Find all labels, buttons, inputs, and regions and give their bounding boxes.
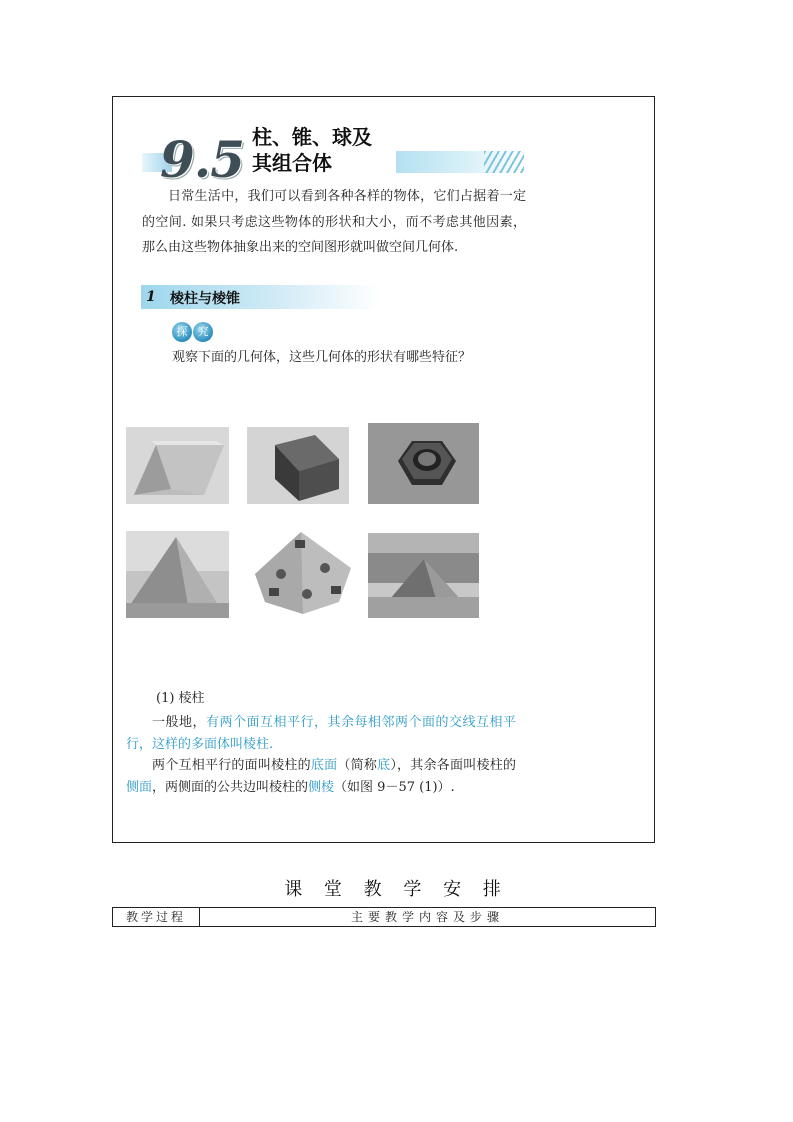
terms-text-2: （简称: [337, 758, 378, 773]
prism-heading: (1) 棱柱: [156, 691, 205, 706]
subsection-title: 棱柱与棱锥: [170, 291, 240, 307]
teaching-table-header: [112, 907, 656, 927]
prism-terms-paragraph: [126, 755, 516, 799]
terms-text-3: ），其余各面叫棱柱的: [390, 758, 516, 773]
section-title-line1: 柱、锥、球及: [252, 125, 372, 149]
terms-text-4: ，两侧面的公共边叫棱柱的: [152, 780, 309, 795]
section-title-line2: 其组合体: [252, 151, 332, 175]
explore-char-2: 究: [193, 322, 213, 342]
prism-def-prefix: 一般地，: [152, 715, 206, 730]
classroom-title: 课 堂 教 学 安 排: [284, 879, 509, 900]
hex-nut-photo: [368, 423, 479, 504]
term-base: 底面: [310, 758, 338, 773]
subsection-number: 1: [146, 289, 156, 305]
intro-paragraph: 日常生活中，我们可以看到各种各样的物体，它们占据着一定的空间. 如果只考虑这些物体的形状和大小，而不考虑其他因素，那么由这些物体抽象出来的空间图形就叫做空间几何体.: [142, 189, 526, 255]
explore-char-1: 探: [172, 322, 192, 342]
question-text: 观察下面的几何体，这些几何体的形状有哪些特征？: [172, 350, 472, 365]
col-teaching-content: 主要教学内容及步骤: [350, 910, 504, 924]
col-teaching-process: 教学过程: [113, 908, 200, 926]
terms-text-1: 两个互相平行的面叫棱柱的: [152, 758, 311, 773]
explore-badge: [172, 322, 213, 344]
section-title: [252, 124, 372, 176]
section-number: 9.5: [160, 130, 244, 189]
rectangular-block-photo: [247, 427, 349, 504]
term-lateral-face: 侧面: [126, 780, 153, 795]
header-decor-right: [396, 151, 524, 173]
terms-text-5: （如图 9－57 (1)）.: [334, 780, 455, 795]
egyptian-pyramid-photo: [126, 531, 229, 618]
term-lateral-edge: 侧棱: [308, 780, 335, 795]
prism-def-highlight: 有两个面互相平行，其余每相邻两个面的交线互相平行，这样的多面体叫棱柱.: [126, 715, 516, 752]
buoy-shape-photo: [247, 528, 355, 618]
term-base-short: 底: [377, 758, 391, 773]
prism-definition: [126, 712, 516, 756]
triangular-prism-photo: [126, 427, 229, 504]
louvre-pyramid-photo: [368, 533, 479, 618]
